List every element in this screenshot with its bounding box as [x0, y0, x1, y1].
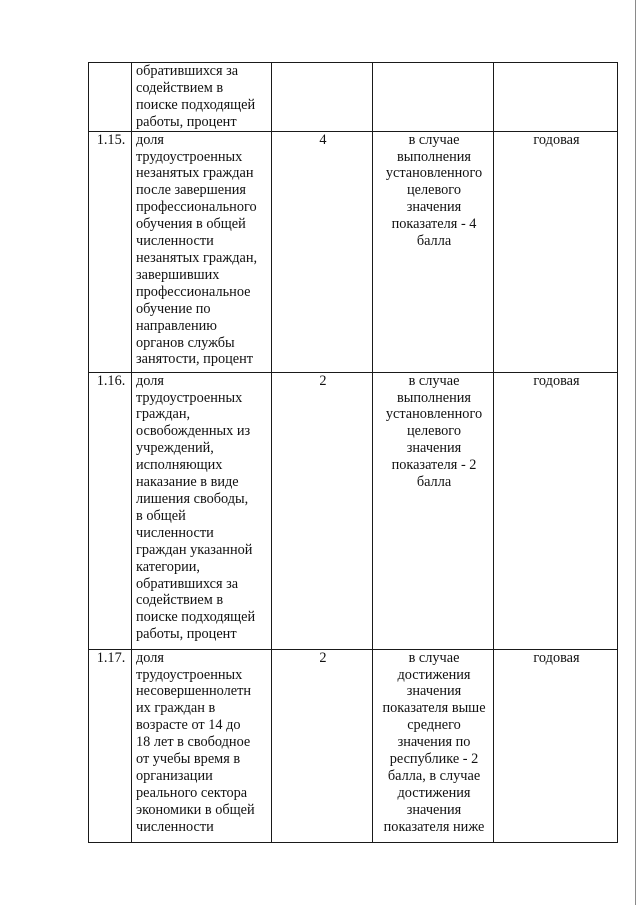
name-line: реального сектора — [136, 784, 248, 801]
condition-line: республике - 2 — [389, 751, 479, 768]
name-line: в общей — [136, 507, 186, 524]
name-line: от учебы время в — [136, 751, 241, 768]
reporting-period: годовая — [494, 372, 618, 649]
condition-line: в случае — [408, 649, 460, 666]
reporting-period — [494, 63, 618, 132]
reporting-period: годовая — [494, 131, 618, 372]
name-line: 18 лет в свободное — [136, 734, 251, 751]
name-line: организации — [136, 767, 213, 784]
name-line: возрасте от 14 до — [136, 717, 241, 734]
row-number: 1.17. — [89, 649, 132, 842]
name-line: численности — [136, 524, 214, 541]
condition-line: балла — [416, 233, 452, 250]
condition-line: выполнения — [397, 148, 471, 165]
table-row — [89, 131, 618, 372]
indicator-score: 2 — [272, 372, 373, 649]
name-line: лишения свободы, — [136, 490, 249, 507]
table-row — [89, 63, 618, 132]
name-line: экономики в общей — [136, 801, 255, 818]
condition-line: установленного — [385, 406, 483, 423]
condition-line: значения — [406, 683, 462, 700]
name-line: освобожденных из — [136, 423, 251, 440]
name-line: учреждений, — [136, 440, 214, 457]
condition-line: в случае — [408, 131, 460, 148]
condition-line: значения — [406, 801, 462, 818]
name-line: исполняющих — [136, 457, 223, 474]
name-line: содействием в — [136, 592, 224, 609]
indicator-name — [132, 649, 272, 842]
condition-line: выполнения — [397, 389, 471, 406]
indicator-name — [132, 131, 272, 372]
condition-line: в случае — [408, 372, 460, 389]
indicator-name — [132, 63, 272, 132]
indicator-name — [132, 372, 272, 649]
name-line: профессионального — [136, 199, 257, 216]
indicators-table — [88, 62, 618, 843]
name-line: обучения в общей — [136, 216, 246, 233]
score-condition — [373, 131, 494, 372]
score-condition — [373, 63, 494, 132]
name-line: работы, процент — [136, 113, 237, 130]
scan-edge-line — [635, 0, 636, 905]
name-line: трудоустроенных — [136, 148, 243, 165]
name-line: направлению — [136, 317, 217, 334]
name-line: поиске подходящей — [136, 609, 256, 626]
name-line: трудоустроенных — [136, 666, 243, 683]
condition-line: показателя - 2 — [391, 457, 477, 474]
condition-line: среднего — [407, 717, 461, 734]
name-line: несовершеннолетн — [136, 683, 252, 700]
row-number: 1.16. — [89, 372, 132, 649]
name-line: занятости, процент — [136, 351, 254, 368]
name-line: численности — [136, 233, 214, 250]
name-line: обучение по — [136, 300, 211, 317]
score-condition — [373, 372, 494, 649]
name-line: поиске подходящей — [136, 96, 256, 113]
name-line: содействием в — [136, 79, 224, 96]
condition-line: значения по — [397, 734, 471, 751]
condition-line: показателя ниже — [383, 818, 485, 835]
score-condition — [373, 649, 494, 842]
name-line: обратившихся за — [136, 575, 239, 592]
table-row — [89, 372, 618, 649]
indicator-score: 4 — [272, 131, 373, 372]
name-line: завершивших — [136, 266, 220, 283]
name-line: незанятых граждан — [136, 165, 254, 182]
indicator-score: 2 — [272, 649, 373, 842]
name-line: категории, — [136, 558, 200, 575]
condition-line: балла, в случае — [387, 767, 481, 784]
name-line: наказание в виде — [136, 474, 239, 491]
name-line: граждан, — [136, 406, 191, 423]
name-line: незанятых граждан, — [136, 249, 258, 266]
name-line: органов службы — [136, 334, 235, 351]
condition-line: балла — [416, 474, 452, 491]
name-line: доля — [136, 649, 164, 666]
name-line: граждан указанной — [136, 541, 253, 558]
condition-line: целевого — [407, 182, 461, 199]
name-line: работы, процент — [136, 626, 237, 643]
condition-line: показателя - 4 — [391, 216, 477, 233]
table-row — [89, 649, 618, 842]
name-line: трудоустроенных — [136, 389, 243, 406]
name-line: доля — [136, 131, 164, 148]
row-number — [89, 63, 132, 132]
condition-line: целевого — [407, 423, 461, 440]
condition-line: значения — [406, 199, 462, 216]
name-line: доля — [136, 372, 164, 389]
condition-line: достижения — [397, 784, 471, 801]
condition-line: значения — [406, 440, 462, 457]
name-line: численности — [136, 818, 214, 835]
row-number: 1.15. — [89, 131, 132, 372]
condition-line: установленного — [385, 165, 483, 182]
indicator-score — [272, 63, 373, 132]
name-line: после завершения — [136, 182, 246, 199]
condition-line: достижения — [397, 666, 471, 683]
name-line: их граждан в — [136, 700, 216, 717]
reporting-period: годовая — [494, 649, 618, 842]
name-line: обратившихся за — [136, 63, 239, 79]
condition-line: показателя выше — [382, 700, 486, 717]
name-line: профессиональное — [136, 283, 251, 300]
